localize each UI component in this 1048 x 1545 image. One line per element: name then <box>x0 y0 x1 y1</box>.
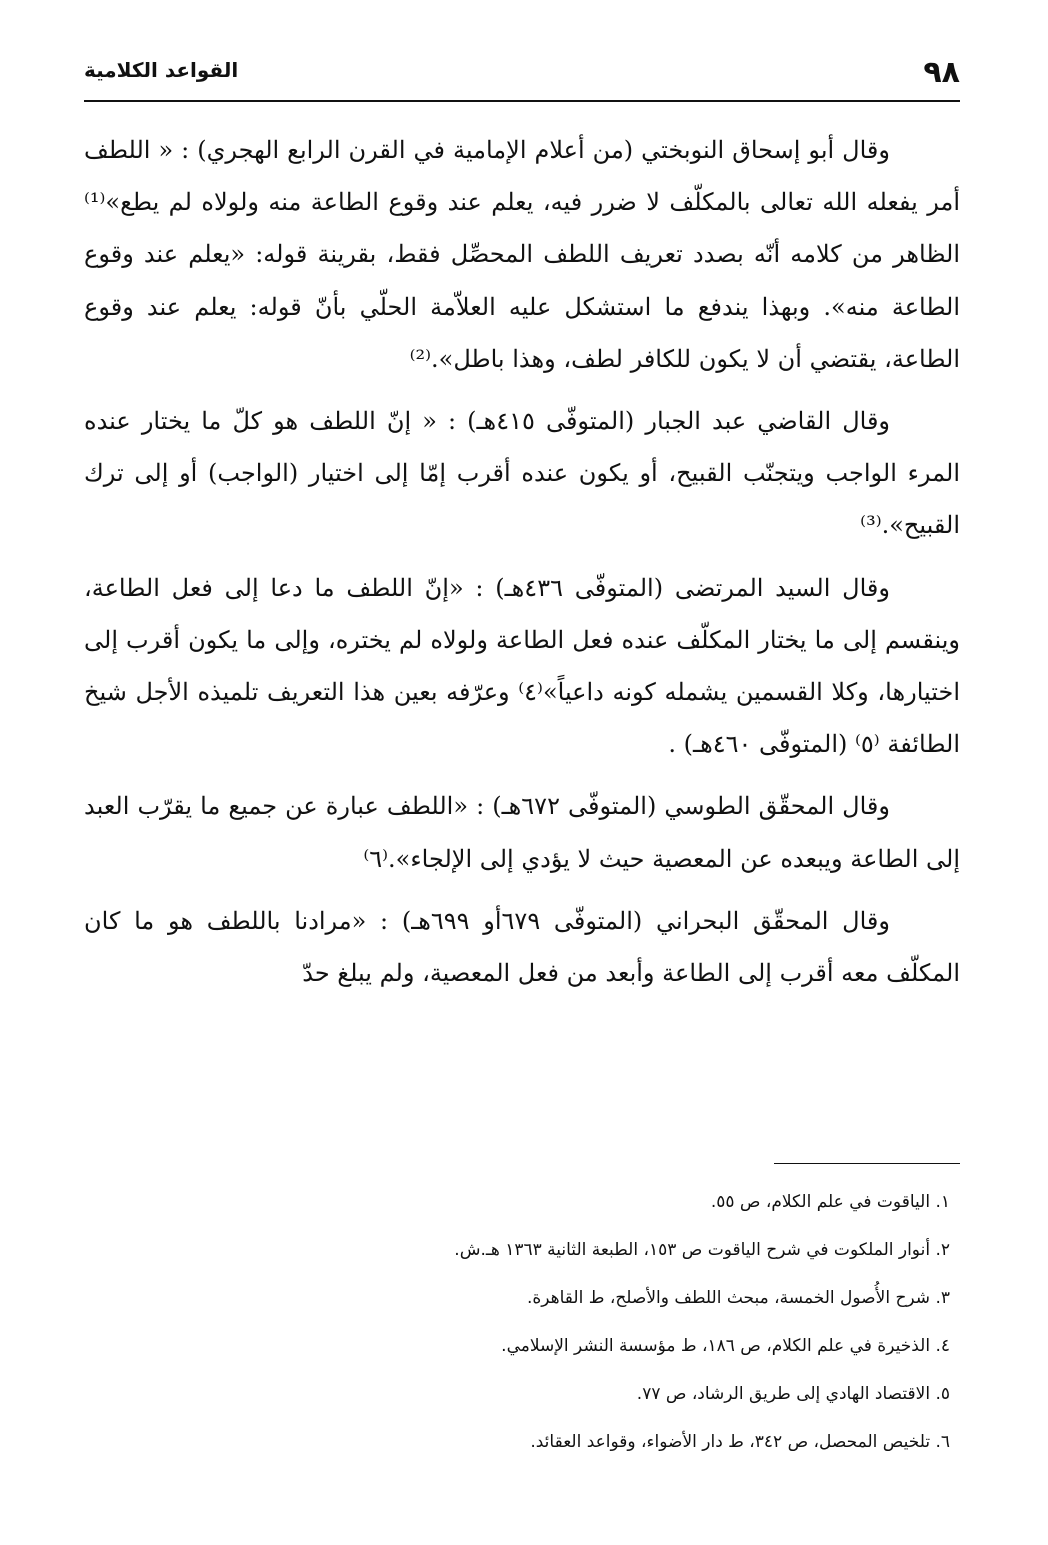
running-title: القواعد الكلامية <box>84 58 239 82</box>
paragraph-nawbakhti: وقال أبو إسحاق النوبختي (من أعلام الإمامية في القرن الرابع الهجري) : « اللطف أمر يفعله الله تعالى بالمكلّف لا ضرر فيه، يعلم عند وقوع الطاعة منه ولولاه لم يطع»⁽¹⁾ الظاهر من كلامه أنّه بصدد تعريف اللطف المحصِّل فقط، بقرينة قوله: «يعلم عند وقوع الطاعة منه». وبهذا يندفع ما استشكل عليه العلاّمة الحلّي بأنّ قوله: يعلم عند وقوع الطاعة، يقتضي أن لا يكون للكافر لطف، وهذا باطل».⁽²⁾ <box>84 136 961 373</box>
footnote-1: ١. الياقوت في علم الكلام، ص ٥٥. <box>710 1192 950 1212</box>
paragraph-murtada: وقال السيد المرتضى (المتوفّى ٤٣٦هـ) : «إنّ اللطف ما دعا إلى فعل الطاعة، وينقسم إلى ما يختار المكلّف عنده فعل الطاعة ولولاه لم يختره، وإلى ما يكون أقرب إلى اختيارها، وكلا القسمين يشمله كونه داعياً»⁽٤⁾ وعرّفه بعين هذا التعريف تلميذه الأجل شيخ الطائفة ⁽٥⁾ (المتوفّى ٤٦٠هـ) . <box>84 573 960 759</box>
footnotes <box>84 1178 960 1466</box>
footnote-4: ٤. الذخيرة في علم الكلام، ص ١٨٦، ط مؤسسة النشر الإسلامي. <box>501 1336 950 1356</box>
footnote-2: ٢. أنوار الملكوت في شرح الياقوت ص ١٥٣، الطبعة الثانية ١٣٦٣ هـ.ش. <box>454 1240 950 1260</box>
paragraph-abd-al-jabbar: وقال القاضي عبد الجبار (المتوفّى ٤١٥هـ) : « إنّ اللطف هو كلّ ما يختار عنده المرء الواجب ويتجنّب القبيح، أو يكون عنده أقرب إمّا إلى اختيار (الواجب) أو إلى ترك القبيح».⁽³⁾ <box>84 407 960 540</box>
footnote-divider <box>774 1163 960 1164</box>
main-text <box>84 124 960 1009</box>
header-divider <box>84 100 960 102</box>
footnote-3: ٣. شرح الأُصول الخمسة، مبحث اللطف والأصلح، ط القاهرة. <box>526 1288 950 1308</box>
footnote-5: ٥. الاقتصاد الهادي إلى طريق الرشاد، ص ٧٧. <box>636 1384 950 1404</box>
page-header <box>84 52 960 98</box>
page-number: ٩٨ <box>923 55 960 90</box>
footnote-6: ٦. تلخيص المحصل، ص ٣٤٢، ط دار الأضواء، وقواعد العقائد. <box>530 1432 950 1452</box>
paragraph-tusi: وقال المحقّق الطوسي (المتوفّى ٦٧٢هـ) : «اللطف عبارة عن جميع ما يقرّب العبد إلى الطاعة ويبعده عن المعصية حيث لا يؤدي إلى الإلجاء».⁽٦⁾ <box>84 792 960 873</box>
paragraph-bahrani: وقال المحقّق البحراني (المتوفّى ٦٧٩أو ٦٩٩هـ) : «مرادنا باللطف هو ما كان المكلّف معه أقرب إلى الطاعة وأبعد من فعل المعصية، ولم يبلغ حدّ <box>84 906 960 988</box>
